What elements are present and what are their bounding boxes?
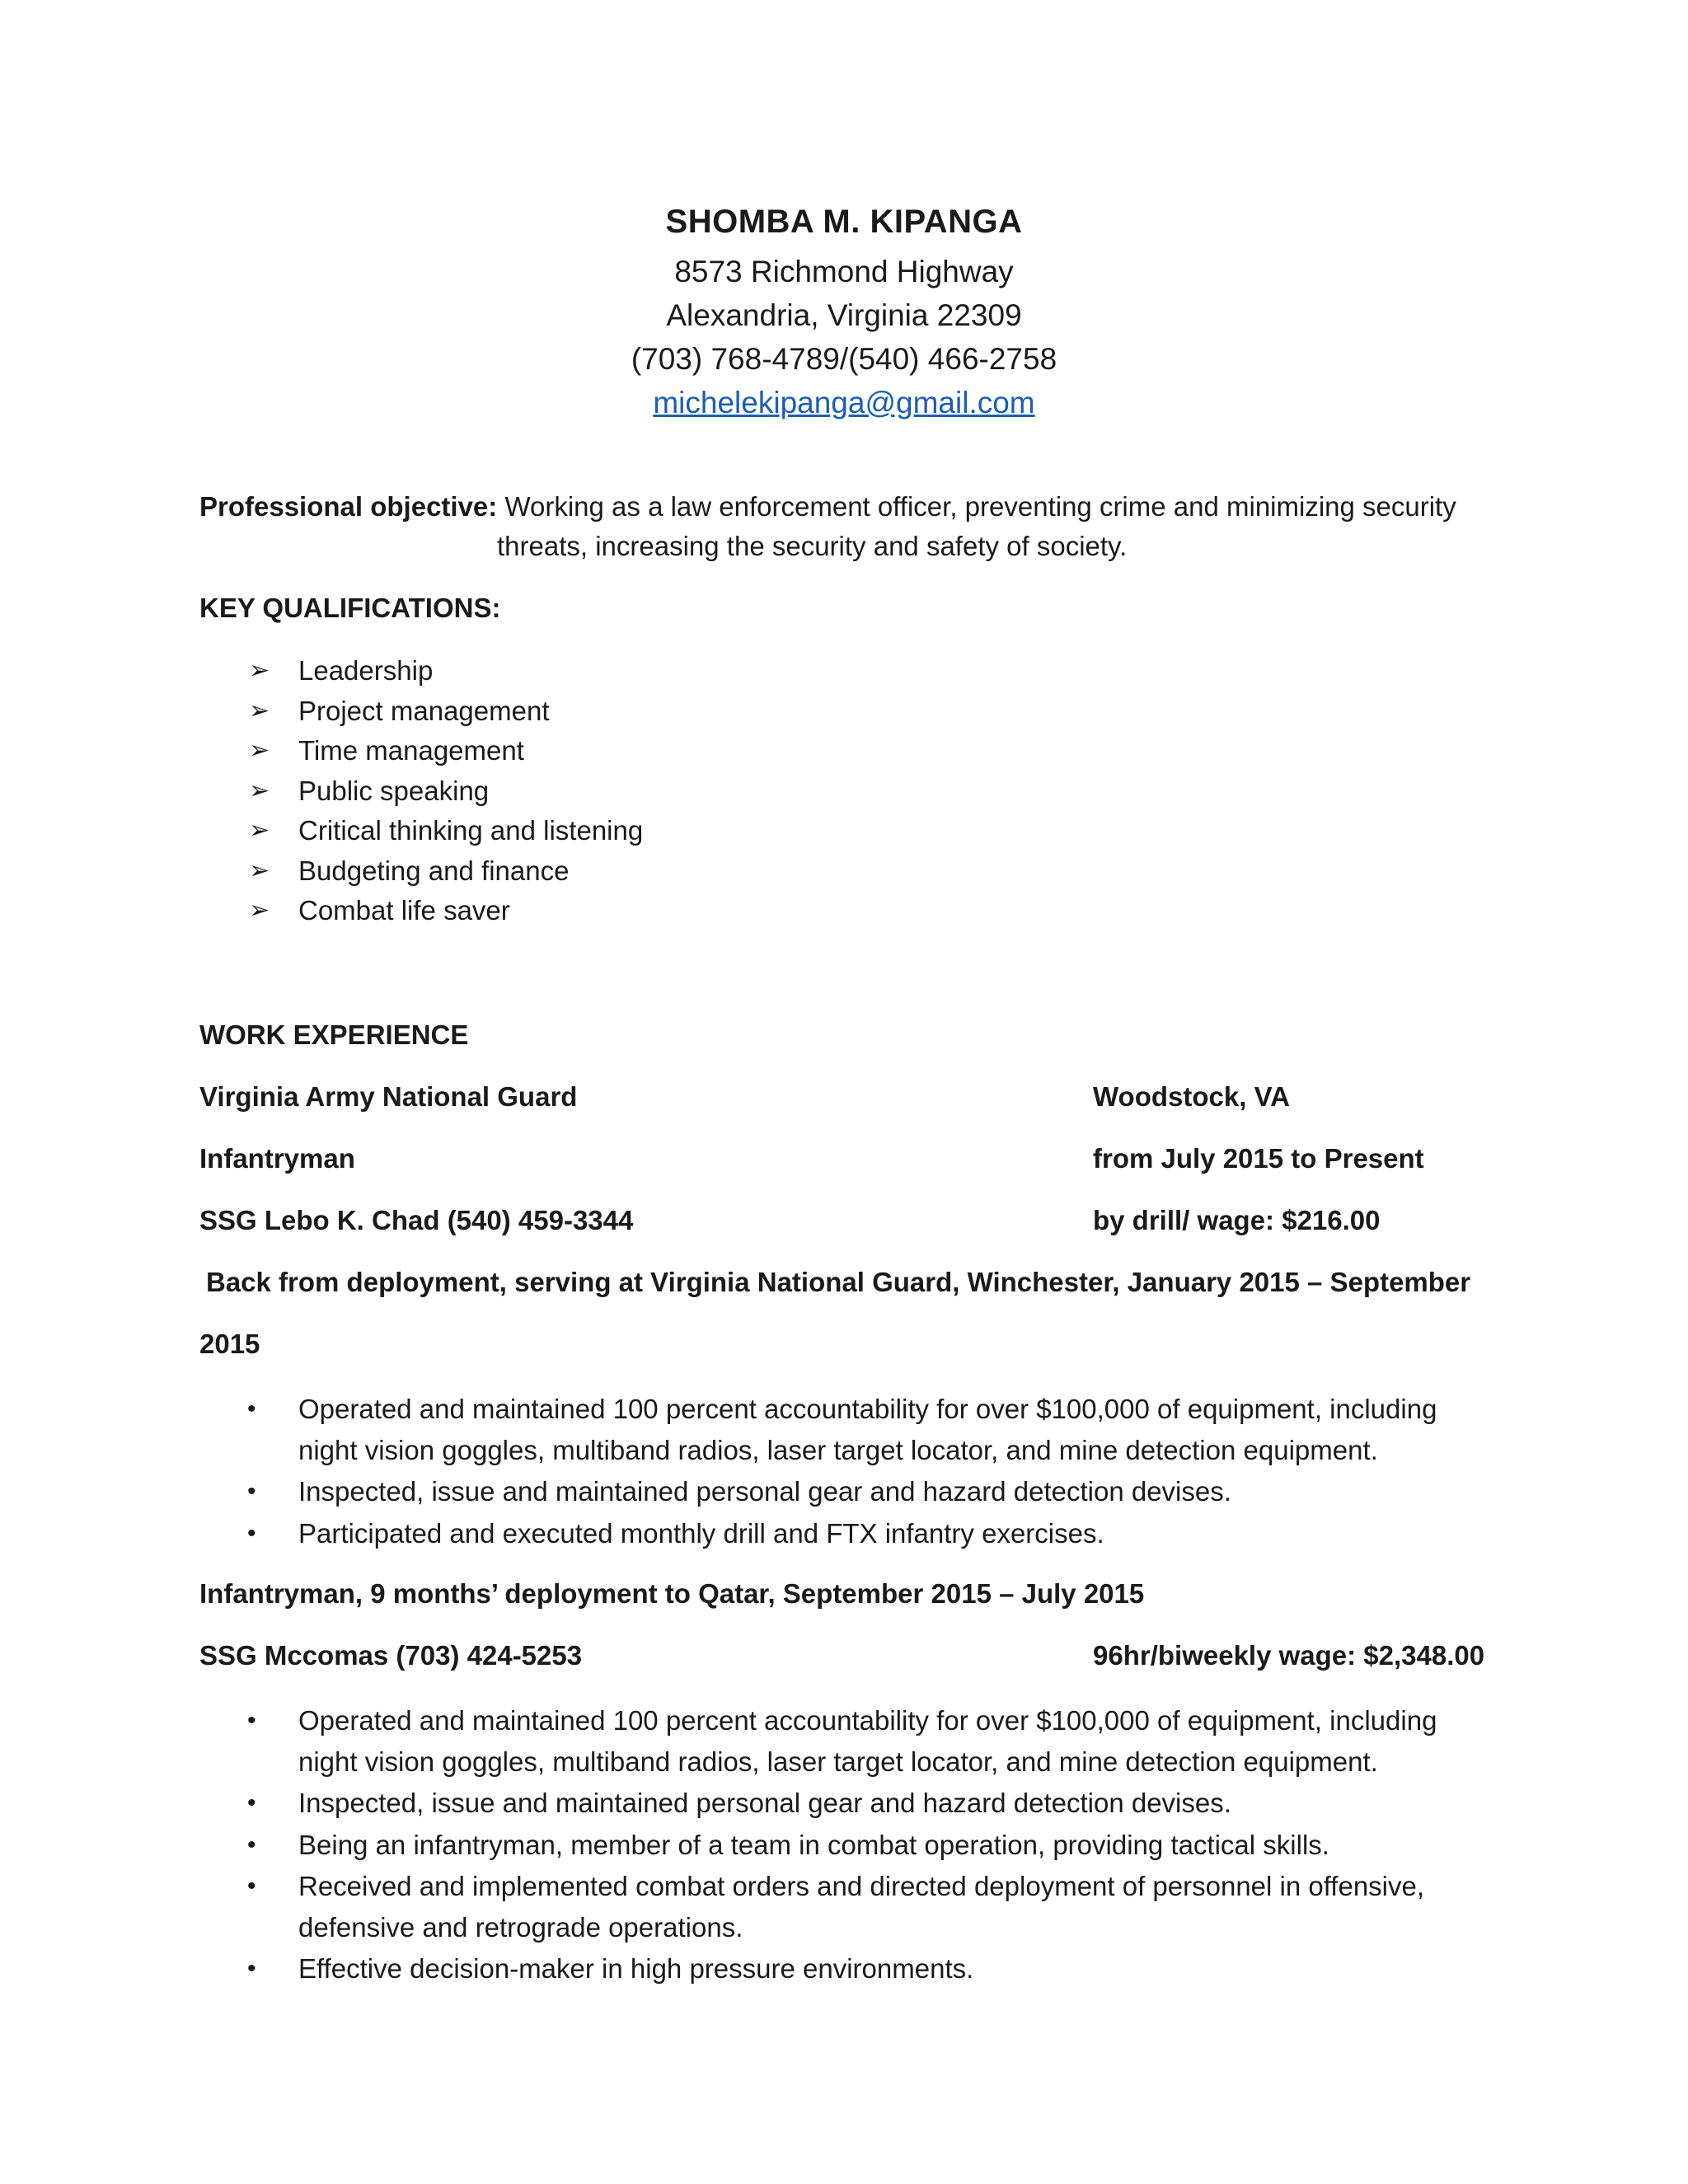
duty-text-line: night vision goggles, multiband radios, laser target locator, and mine detection equipment. <box>298 1746 1378 1777</box>
duty-item <box>199 1866 1518 1947</box>
duty-text-line: Participated and executed monthly drill and FTX infantry exercises. <box>298 1517 1104 1549</box>
job1-title: Infantryman <box>199 1143 355 1174</box>
arrow-bullet-icon: ➢ <box>249 657 270 684</box>
bullet-dot-icon: • <box>247 1789 256 1816</box>
job1-location: Woodstock, VA <box>1093 1081 1290 1112</box>
qualification-item <box>199 811 643 851</box>
duty-item <box>199 1700 1518 1782</box>
qualification-text: Combat life saver <box>298 895 510 926</box>
arrow-bullet-icon: ➢ <box>249 897 270 924</box>
phone-numbers: (703) 768-4789/(540) 466-2758 <box>631 342 1057 376</box>
duty-item <box>199 1471 1518 1512</box>
address-line-2: Alexandria, Virginia 22309 <box>666 298 1022 332</box>
professional-objective <box>199 487 1518 566</box>
email-link[interactable]: michelekipanga@gmail.com <box>653 386 1035 419</box>
job2-wage: 96hr/biweekly wage: $2,348.00 <box>1093 1640 1485 1671</box>
qualification-text: Public speaking <box>298 775 490 806</box>
duty-item <box>199 1513 1518 1554</box>
duty-text-line: Operated and maintained 100 percent accountability for over $100,000 of equipment, including <box>298 1394 1437 1424</box>
duty-text-line: Effective decision-maker in high pressure environments. <box>298 1953 974 1984</box>
bullet-dot-icon: • <box>247 1519 256 1547</box>
duty-text-line: night vision goggles, multiband radios, laser target locator, and mine detection equipment. <box>298 1434 1378 1465</box>
qualifications-list <box>199 651 643 931</box>
job1-subheading-line-1: Back from deployment, serving at Virginia National Guard, Winchester, January 2015 – September <box>206 1267 1471 1297</box>
objective-text-line-2: threats, increasing the security and safety of society. <box>497 531 1128 561</box>
job1-supervisor-row <box>199 1204 1518 1237</box>
arrow-bullet-icon: ➢ <box>249 776 270 804</box>
arrow-bullet-icon: ➢ <box>249 737 270 764</box>
resume-header <box>0 194 1688 424</box>
job1-subheading-line-2: 2015 <box>199 1329 260 1359</box>
duty-text-line: Being an infantryman, member of a team in combat operation, providing tactical skills. <box>298 1829 1329 1860</box>
key-qualifications-heading: KEY QUALIFICATIONS: <box>199 593 501 623</box>
arrow-bullet-icon: ➢ <box>249 856 270 884</box>
duty-text-line: Operated and maintained 100 percent accountability for over $100,000 of equipment, including <box>298 1705 1437 1736</box>
duty-text-line: Received and implemented combat orders and directed deployment of personnel in offensive, <box>298 1871 1425 1901</box>
duty-item <box>199 1389 1518 1470</box>
duty-text-line: defensive and retrograde operations. <box>298 1911 743 1943</box>
duty-item <box>199 1825 1518 1866</box>
candidate-name: SHOMBA M. KIPANGA <box>665 204 1023 240</box>
job1-employer-row <box>199 1080 1518 1113</box>
duty-text-line: Inspected, issue and maintained personal gear and hazard detection devises. <box>298 1788 1231 1818</box>
qualification-item <box>199 771 643 812</box>
address-line-1: 8573 Richmond Highway <box>674 255 1014 288</box>
bullet-dot-icon: • <box>247 1395 256 1422</box>
qualification-text: Critical thinking and listening <box>298 815 644 846</box>
qualification-item <box>199 691 643 732</box>
arrow-bullet-icon: ➢ <box>249 696 270 724</box>
arrow-bullet-icon: ➢ <box>249 817 270 844</box>
job1-employer: Virginia Army National Guard <box>199 1081 578 1112</box>
job1-title-row <box>199 1142 1518 1175</box>
qualification-text: Budgeting and finance <box>298 855 570 886</box>
job1-supervisor: SSG Lebo K. Chad (540) 459-3344 <box>199 1205 634 1235</box>
duty-item <box>199 1948 1518 1990</box>
job1-duties-list <box>199 1389 1518 1554</box>
qualification-item <box>199 731 643 771</box>
qualification-item <box>199 651 643 691</box>
objective-text-line-1: Working as a law enforcement officer, preventing crime and minimizing security <box>497 491 1456 522</box>
bullet-dot-icon: • <box>247 1478 256 1505</box>
job1-wage: by drill/ wage: $216.00 <box>1093 1205 1381 1235</box>
bullet-dot-icon: • <box>247 1955 256 1982</box>
qualification-text: Project management <box>298 695 550 726</box>
job2-supervisor-row <box>199 1639 1518 1672</box>
duty-text-line: Inspected, issue and maintained personal gear and hazard detection devises. <box>298 1476 1231 1507</box>
bullet-dot-icon: • <box>247 1830 256 1858</box>
job1-dates: from July 2015 to Present <box>1093 1143 1424 1174</box>
qualification-item <box>199 891 643 931</box>
qualification-text: Time management <box>298 735 524 766</box>
objective-label: Professional objective: <box>199 491 498 522</box>
duty-item <box>199 1783 1518 1824</box>
work-experience-heading: WORK EXPERIENCE <box>199 1019 469 1050</box>
bullet-dot-icon: • <box>247 1707 256 1734</box>
job2-heading: Infantryman, 9 months’ deployment to Qatar, September 2015 – July 2015 <box>199 1578 1145 1609</box>
bullet-dot-icon: • <box>247 1872 256 1900</box>
job2-duties-list <box>199 1700 1518 1990</box>
qualification-item <box>199 851 643 892</box>
qualification-text: Leadership <box>298 655 434 686</box>
job2-supervisor: SSG Mccomas (703) 424-5253 <box>199 1640 583 1671</box>
